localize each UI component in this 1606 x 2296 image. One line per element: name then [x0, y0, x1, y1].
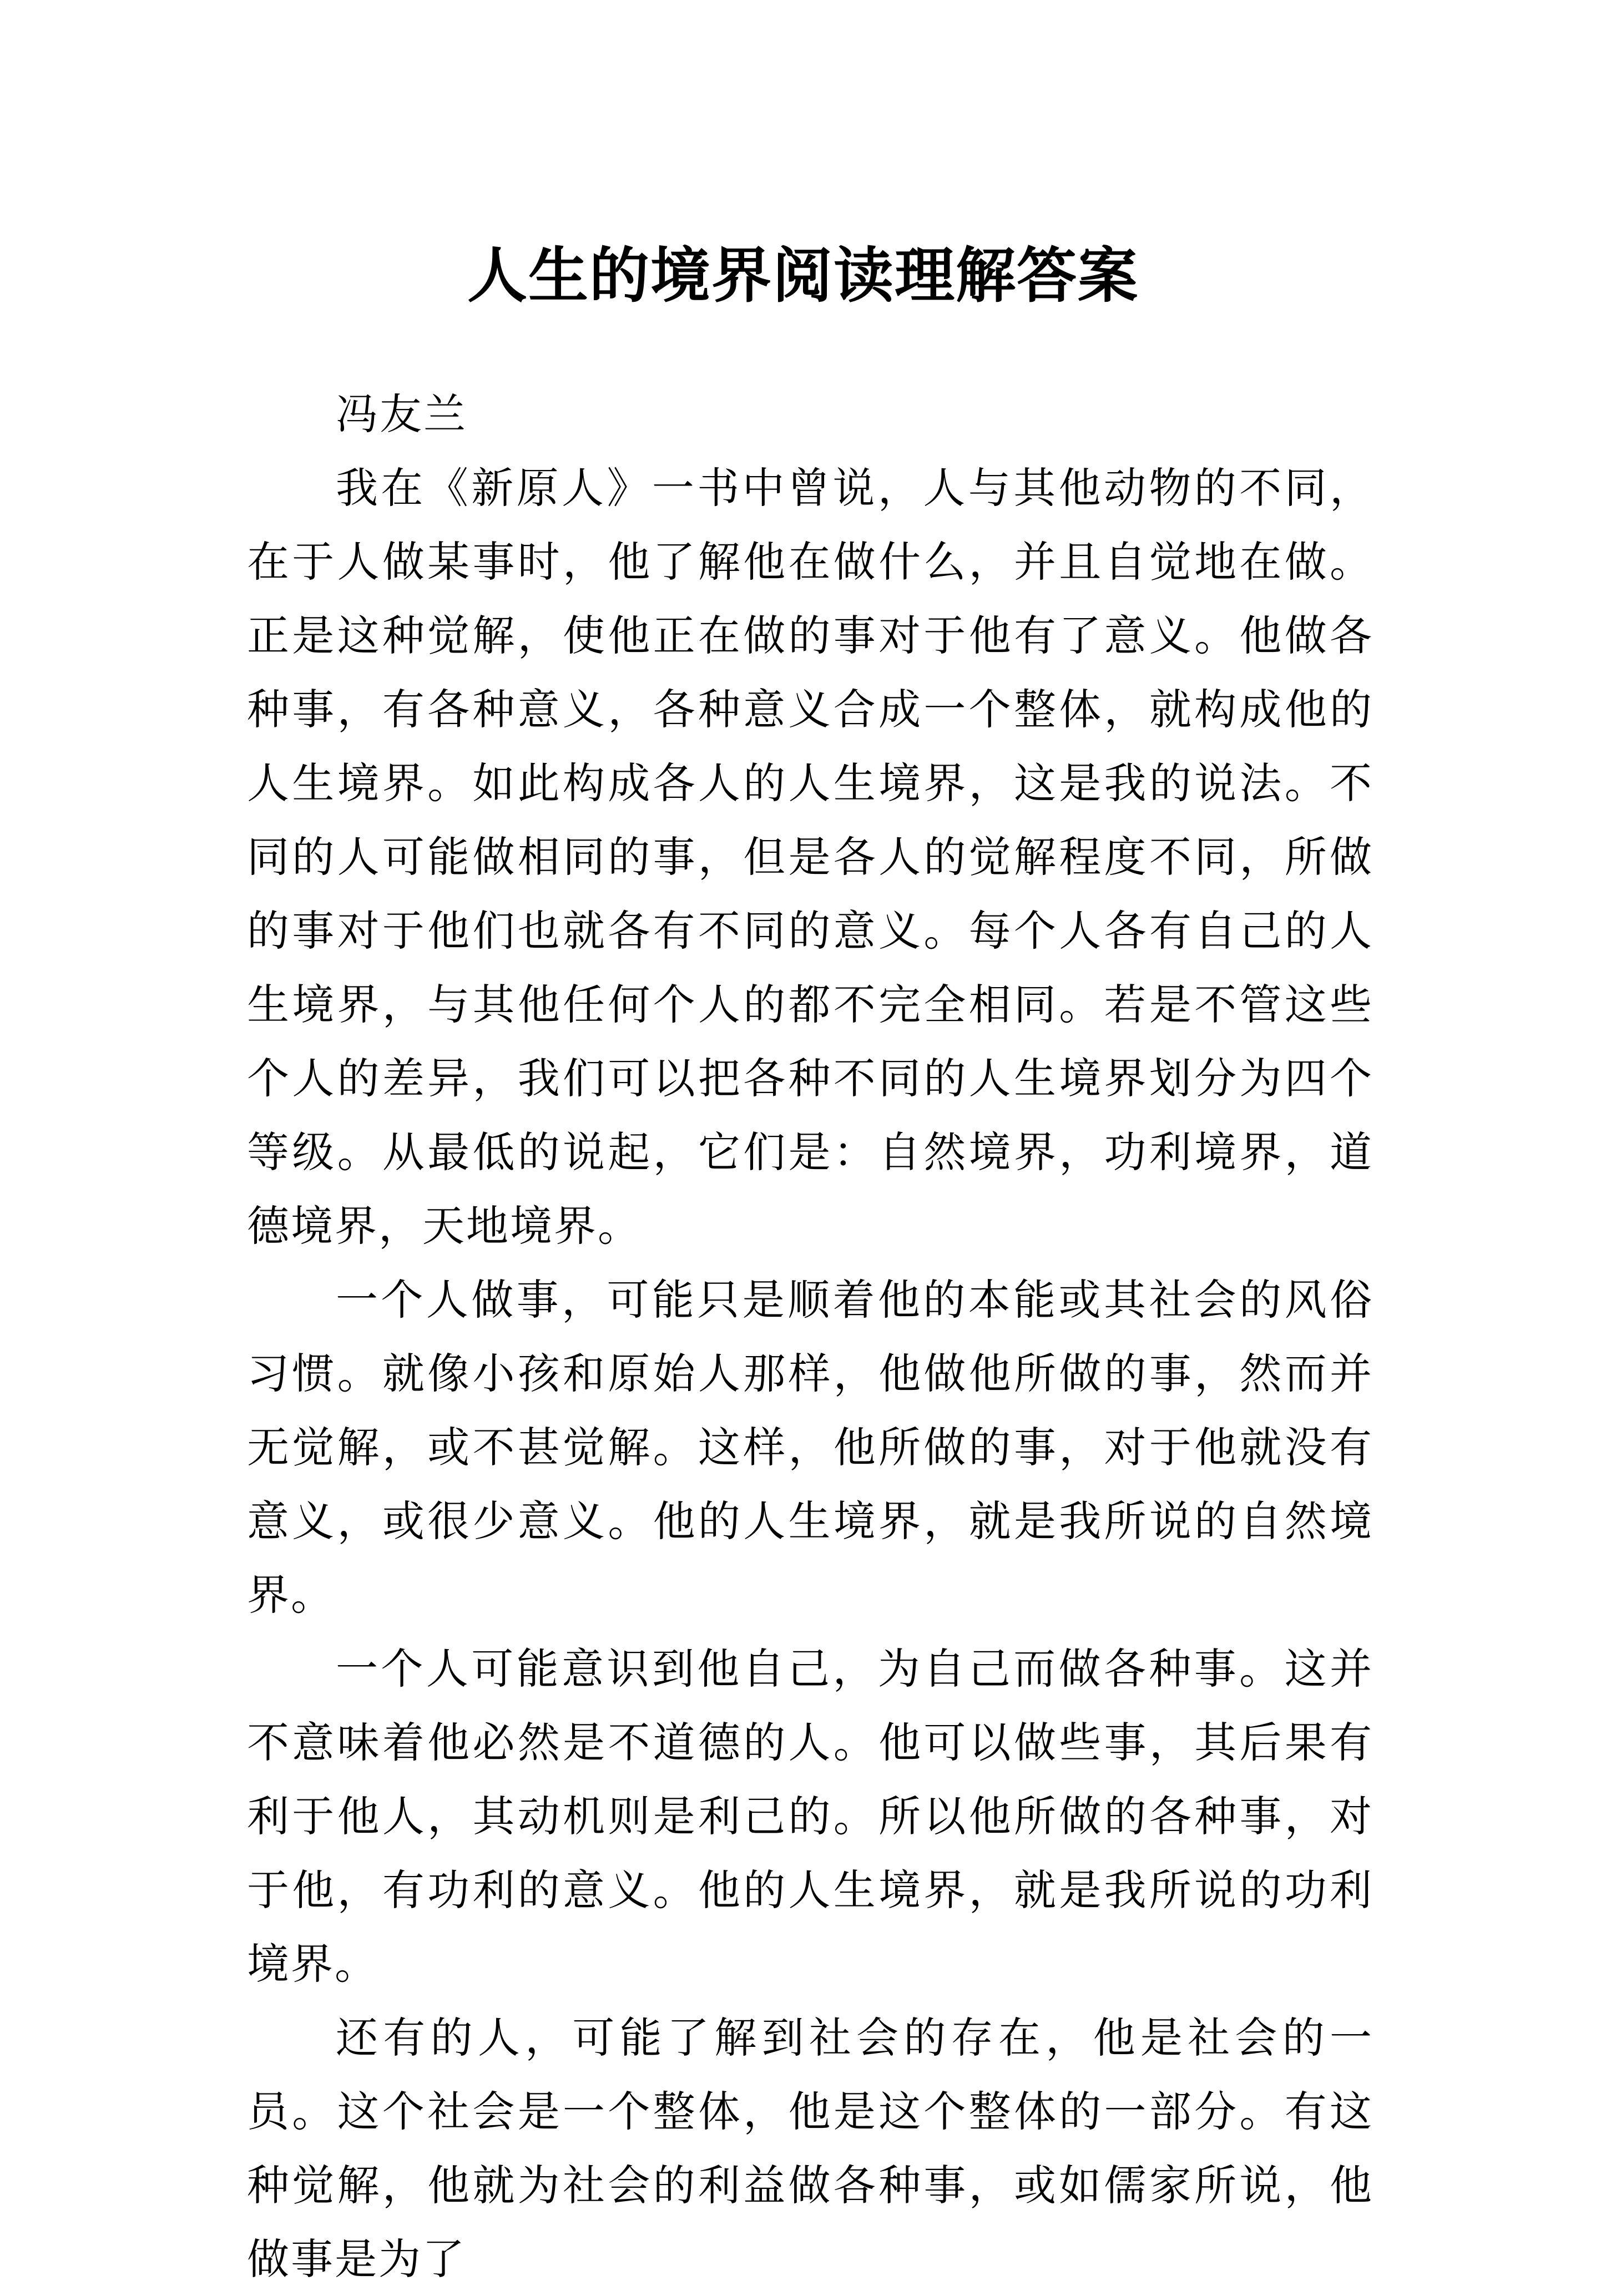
paragraph-3: 一个人可能意识到他自己，为自己而做各种事。这并不意味着他必然是不道德的人。他可以做些事，其后果有利于他人，其动机则是利己的。所以他所做的各种事，对于他，有功利的意义。他的人生境界，就是我所说的功利境界。 — [247, 1644, 1373, 1989]
paragraph-2: 一个人做事，可能只是顺着他的本能或其社会的风俗习惯。就像小孩和原始人那样，他做他所做的事，然而并无觉解，或不甚觉解。这样，他所做的事，对于他就没有意义，或很少意义。他的人生境界，就是我所说的自然境界。 — [247, 1275, 1373, 1620]
document-body — [247, 377, 1373, 2296]
paragraph-1: 我在《新原人》一书中曾说，人与其他动物的不同，在于人做某事时，他了解他在做什么，并且自觉地在做。正是这种觉解，使他正在做的事对于他有了意义。他做各种事，有各种意义，各种意义合成一个整体，就构成他的人生境界。如此构成各人的人生境界，这是我的说法。不同的人可能做相同的事，但是各人的觉解程度不同，所做的事对于他们也就各有不同的意义。每个人各有自己的人生境界，与其他任何个人的都不完全相同。若是不管这些个人的差异，我们可以把各种不同的人生境界划分为四个等级。从最低的说起，它们是：自然境界，功利境界，道德境界，天地境界。 — [247, 463, 1373, 1251]
author-name: 冯友兰 — [336, 390, 467, 439]
document-title: 人生的境界阅读理解答案 — [467, 241, 1139, 311]
paragraph-4: 还有的人，可能了解到社会的存在，他是社会的一员。这个社会是一个整体，他是这个整体的一部分。有这种觉解，他就为社会的利益做各种事，或如儒家所说，他做事是为了 — [247, 2013, 1373, 2284]
